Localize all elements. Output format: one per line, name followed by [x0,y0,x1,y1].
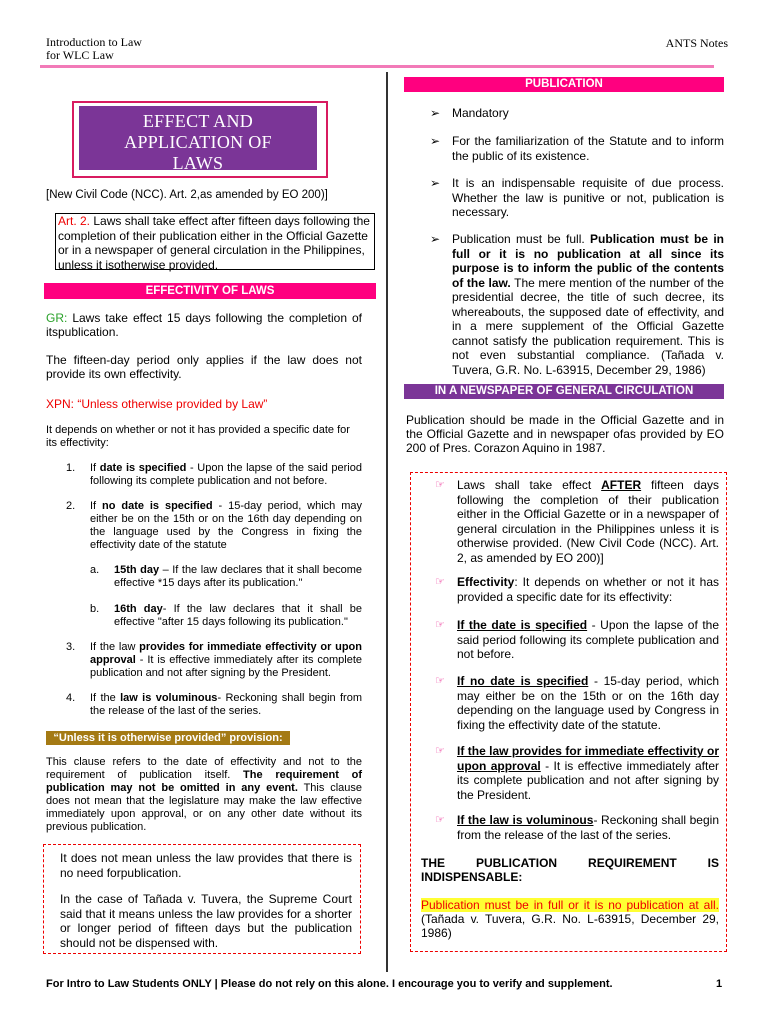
hand-pointer-icon: ☞ [435,675,445,687]
note-paragraph-1: It does not mean unless the law provides that there is no need forpublication. [60,851,352,880]
title-box [72,101,328,178]
gr-label: GR: [46,311,68,325]
art2-label: Art. 2. [58,214,91,228]
header-right: ANTS Notes [665,36,728,50]
highlight-text: Publication must be in full or it is no publication at all. [421,898,719,912]
provision-paragraph: This clause refers to the date of effectivity and not to the requirement of publication itself. The requirement of publication may not be omitted in any event. This clause does not mean that the legislature may make the law effective immediately upon approval, or on any other date without its previous publication. [46,756,363,833]
summary-item: ☞ If the date is specified - Upon the lapse of the said period following its complete publication and not before. [435,618,719,661]
xpn-text: XPN: “Unless otherwise provided by Law” [46,397,268,411]
summary-item: ☞ Laws shall take effect AFTER fifteen days following the completion of their publication either in the Official Gazette or in a newspaper of general circulation in the Philippines unless it is otherwise provided. (New Civil Code (NCC). Art. 2, as amended by EO 200)] [435,478,719,565]
arrow-bullet-icon: ➢ [430,134,441,148]
hand-pointer-icon: ☞ [435,745,445,757]
ncc-reference: [New Civil Code (NCC). Art. 2,as amended by EO 200)] [46,189,328,201]
list-item: 3. If the law provides for immediate effectivity or upon approval - It is effective immediately after its complete publication and not after signing by the President. [66,641,362,679]
title-line-2: APPLICATION OF [124,132,272,152]
arrow-bullet-icon: ➢ [430,232,441,246]
summary-item: ☞ If the law provides for immediate effectivity or upon approval - It is effective immediately after its complete publication and not after signing by the President. [435,744,720,802]
newspaper-heading: IN A NEWSPAPER OF GENERAL CIRCULATION [404,384,724,399]
effectivity-list [66,462,362,488]
publication-heading: PUBLICATION [404,77,724,92]
note-paragraph-2: In the case of Tañada v. Tuvera, the Supreme Court said that it means unless the law provides for a shorter or longer period of fifteen days but the publication should not be dispensed with. [60,892,352,950]
publication-bullet: ➢ Mandatory [430,106,509,120]
publication-bullet: ➢ Publication must be full. Publication must be in full or it is no publication at all since its purpose is to inform the public of the contents of the law. The mere mention of the number of the presidential decree, the title of such decree, its whereabouts, the supposed date of effectivity, and in a mere supplement of the Official Gazette cannot satisfy the publication requirement. This is not even substantial compliance. (Tañada v. Tuvera, G.R. No. L-63915, December 29, 1986) [430,232,725,377]
hand-pointer-icon: ☞ [435,619,445,631]
depends-paragraph: It depends on whether or not it has provided a specific date for its effectivity: [46,424,350,449]
fifteen-day-paragraph: The fifteen-day period only applies if the law does not provide its own effectivity. [46,353,362,381]
provision-heading: “Unless it is otherwise provided” provision: [46,731,290,745]
summary-item: ☞ If no date is specified - 15-day period, which may either be on the 15th or on the 16th day depending on the language used by Congress in fixing the effectivity date of the statute. [435,674,719,732]
header-divider [40,65,714,68]
page-number: 1 [716,978,723,990]
page-title [79,106,317,173]
hand-pointer-icon: ☞ [435,576,445,588]
list-item: b. 16th day- If the law declares that it shall be effective "after 15 days following its publication." [90,603,362,628]
highlight-paragraph [421,898,719,940]
hand-pointer-icon: ☞ [435,814,445,826]
arrow-bullet-icon: ➢ [430,176,441,190]
citation-text: (Tañada v. Tuvera, G.R. No. L-63915, December 29, 1986) [421,912,719,940]
header-left [46,36,142,62]
title-line-1: EFFECT AND [142,111,254,131]
list-item: 2. If no date is specified - 15-day period, which may either be on the 15th or on the 16th day depending on the language used by the Congress in fixing the effectivity date of the statute [66,500,362,551]
list-item: 1. If date is specified - Upon the lapse of the said period following its complete publication and not before. [66,462,362,487]
effectivity-list [66,692,362,718]
sub-list [90,564,362,590]
summary-item: ☞ Effectivity: It depends on whether or not it has provided a specific date for its effectivity: [435,575,719,604]
sub-list [90,603,362,629]
tanada-note-box [43,844,361,954]
art2-box [55,213,375,270]
list-item: 4. If the law is voluminous- Reckoning shall begin from the release of the last of the series. [66,692,362,717]
publication-bullet: ➢ It is an indispensable requisite of due process. Whether the law is punitive or not, publication is necessary. [430,176,724,219]
art2-text: Laws shall take effect after fifteen days following the completion of their publication either in the Official Gazette or in a newspaper of general circulation in the Philippines, unless it isotherwise provided. [58,214,370,272]
list-item: a. 15th day – If the law declares that it shall become effective *15 days after its publication." [90,564,362,589]
title-line-3: LAWS [172,153,224,173]
arrow-bullet-icon: ➢ [430,106,441,120]
column-divider [386,72,388,972]
effectivity-list [66,641,362,680]
header-course: Introduction to Law [46,35,142,49]
summary-item: ☞ If the law is voluminous- Reckoning shall begin from the release of the last of the series. [435,813,719,842]
hand-pointer-icon: ☞ [435,479,445,491]
gr-paragraph [46,311,362,339]
effectivity-heading: EFFECTIVITY OF LAWS [44,283,376,299]
newspaper-paragraph: Publication should be made in the Official Gazette and in the Official Gazette and in newspaper ofas provided by EO 200 of Pres. Corazon Aquino in 1987. [406,413,724,455]
footer-disclaimer: For Intro to Law Students ONLY | Please do not rely on this alone. I encourage you to verify and supplement. [46,978,613,990]
publication-bullet: ➢ For the familiarization of the Statute and to inform the public of its existence. [430,134,724,163]
effectivity-list [66,500,362,552]
header-school: for WLC Law [46,48,114,62]
requirement-heading: THE PUBLICATION REQUIREMENT IS INDISPENSABLE: [421,856,719,884]
gr-text: Laws take effect 15 days following the completion of itspublication. [46,311,362,339]
